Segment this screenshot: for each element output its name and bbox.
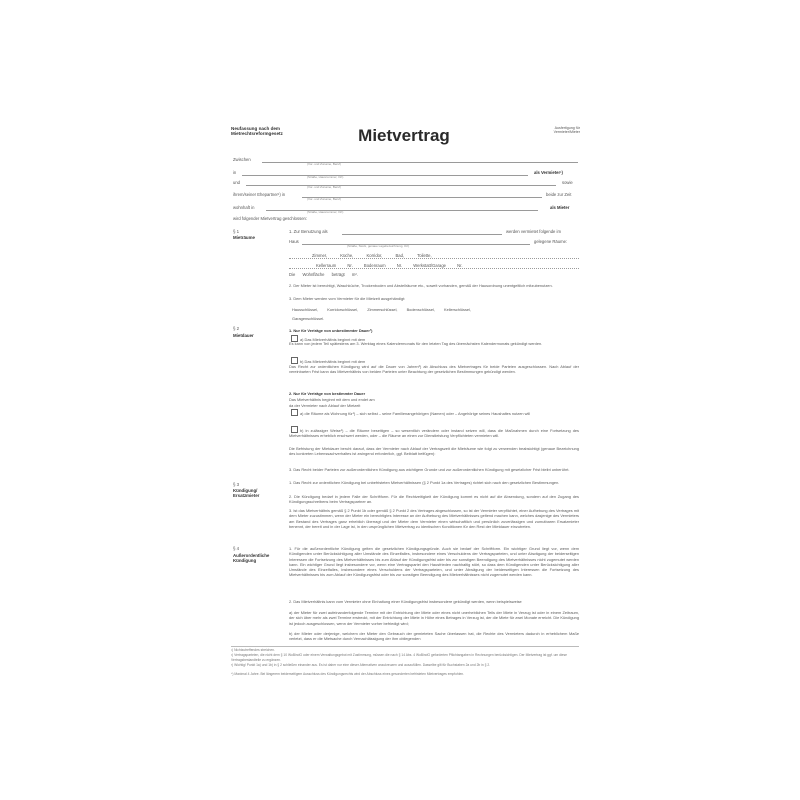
s2-checkbox-a2[interactable] — [291, 409, 298, 416]
s2-option-b-label: b) Das Mietverhältnis beginnt mit dem — [300, 359, 366, 364]
s1-para-2: 2. Der Mieter ist berechtigt, Waschküche, Trockenboden und Abstellräume etc., soweit vorhanden, gemäß der Hausordnung unentgeltlich mitzubenutzen. — [289, 283, 553, 288]
s1-l1-end: werden vermietet folgende im — [506, 229, 561, 234]
footnote-2: ²) Vertragsparteien, die nicht dem § 10 WoBindG oder einem Verwaltungsgebot mit Zustimmung, müssen die nach § 14 Abs. 4 WoBindG geforderten Pflichtangaben in Rechnungen berücksichtigen. Der Mietvertrag ist ggf. um diese Vertragsbestandteile zu ergänzen. — [231, 653, 567, 662]
label-als-vermieter: als Vermieter¹) — [534, 170, 563, 175]
s1-haus-end: gelegene Räume: — [534, 239, 568, 244]
hint-address-3: (Straße, Hausnummer, Ort) — [307, 210, 344, 214]
s2-option-b2-label: b) in zulässiger Weise¹) – die Räume beseitigen – so wesentlich verändern oder instand setzen will, dass die Maßnahmen durch eine Fortsetzung des Mietverhältnisses erheblich erschwert werden, oder – die Räume an einen zur Dienstleistung Verpflichteten vermieten will. — [289, 428, 579, 439]
hint-address-2: (Vor- und Zuname, Beruf) — [307, 197, 342, 201]
s2-heading-1: 1. Nur für Verträge von unbestimmter Dauer²) — [289, 328, 373, 333]
s2-checkbox-b[interactable] — [291, 357, 298, 364]
s2-para-3: 3. Das Recht beider Parteien zur außerordentlichen Kündigung aus wichtigem Grunde und zur außerordentlichen Kündigung mit gesetzlicher Frist bleibt unberührt. — [289, 467, 570, 472]
section-1-title: Mieträume — [233, 235, 255, 240]
contract-page — [222, 112, 586, 700]
header-right-note: Ausfertigung für Vermieter/Mieter — [553, 126, 580, 135]
s1-l1: 1. Zur Benutzung als — [289, 229, 328, 234]
s3-para-2: 2. Die Kündigung bedarf in jedem Falle der Schriftform. Für die Rechtzeitigkeit der Kündigung kommt es nicht auf die Absendung, sondern auf den Zugang des Kündigungsschreibens beim Vertragspartner an. — [289, 494, 579, 505]
haus-line[interactable] — [302, 244, 530, 245]
label-beide: beide zur Zeit — [546, 192, 572, 197]
s2-option-b2 — [289, 426, 579, 439]
s2-option-a2 — [289, 409, 579, 416]
section-2-title: Mietdauer — [233, 333, 254, 338]
s4-para-b: b) der Mieter oder derjenige, welchem der Mieter den Gebrauch der gemieteten Sache überlassen hat, die Rechte des Vermieters dadurch in erheblichem Maße verletzt, dass er die Mietsache durch Vernachlässigung der ihm obliegenden — [289, 631, 579, 642]
section-2-number: § 2 — [233, 326, 240, 331]
label-als-mieter: als Mieter — [550, 205, 570, 210]
s1-haus: Haus — [289, 239, 299, 244]
s1-rooms: Zimmer, Küche, Korridor, Bad, Toilette, — [312, 253, 432, 258]
header-left-note: Neufassung nach dem Mietrechtsreformgesetz — [231, 126, 283, 136]
s2-option-b-text: Das Recht zur ordentlichen Kündigung wird auf die Dauer von Jahren³) ab Abschluss des Mietvertrages für beide Parteien ausgeschlossen. Nach Ablauf der vereinbarten Frist kann das Mietverhältnis von beiden Parteien unter Beachtung der gesetzlichen Bestimmungen gekündigt werden. — [289, 364, 579, 375]
s3-para-1: 1. Das Recht zur ordentlichen Kündigung bei unbefristeten Mietverhältnissen (§ 2 Punkt 1a des Vertrages) richtet sich nach den gesetzlichen Bestimmungen. — [289, 480, 560, 485]
s2-befristung: Die Befristung der Mietdauer beruht darauf, dass der Vermieter nach Ablauf der Vertragszeit die Mieträume wie folgt zu verwenden beabsichtigt (genaue Bezeichnung des konkreten Lebenssachverhaltes ist zwingend erforderlich, ggf. Beiblatt beifügen): — [289, 446, 579, 457]
keller-line[interactable] — [289, 268, 579, 269]
s2-checkbox-b2[interactable] — [291, 426, 298, 433]
label-in-1: in — [233, 170, 237, 175]
s1-garage: Garagenschlüssel. — [292, 316, 325, 321]
rooms-line[interactable] — [289, 258, 579, 259]
label-und: und — [233, 180, 240, 185]
footnote-divider — [231, 646, 579, 647]
label-zwischen: Zwischen — [233, 157, 251, 162]
s4-para-2: 2. Das Mietverhältnis kann vom Vermieter ohne Einhaltung einer Kündigungsfrist insbesondere gekündigt werden, wenn beispielsweise — [289, 599, 522, 604]
section-4-title: Außerordentliche Kündigung — [233, 553, 270, 563]
s1-keys: Hausschlüssel, Korridorschlüssel, Zimmerschlüssel, Bodenschlüssel, Kellerschlüssel, — [292, 307, 472, 312]
s2-option-a-label: a) Das Mietverhältnis beginnt mit dem — [300, 337, 366, 342]
usage-line[interactable] — [342, 234, 502, 235]
hint-name-1: (Vor- und Zuname, Beruf) — [307, 162, 342, 166]
label-wohnhaft: wohnhaft in — [233, 205, 255, 210]
address-line-1[interactable] — [242, 175, 528, 176]
footnote-4: ⁴) Maximal 4 Jahre. Bei längerem beiderseitigem Ausschluss des Kündigungsrechts wird der Abschluss eines gesonderten befristeten Mietvertrages empfohlen. — [231, 672, 465, 676]
s4-para-a: a) der Mieter für zwei aufeinanderfolgende Termine mit der Entrichtung der Miete oder eines nicht unerheblichen Teils der Miete in Verzug ist oder in einem Zeitraum, der sich über mehr als zwei Termine erstreckt, mit der Entrichtung der Miete in Höhe eines Betrages in Verzug ist, der die Miete für zwei Monate erreicht. Die Kündigung ist jedoch ausgeschlossen, wenn der Vermieter vorher befriedigt wird; — [289, 610, 579, 626]
footnote-1: ¹) Nichtzutreffendes streichen. — [231, 648, 275, 652]
hint-name-2: (Vor- und Zuname, Beruf) — [307, 185, 342, 189]
s1-wohnflaeche: Die Wohnfläche beträgt m². — [289, 272, 358, 277]
section-3-number: § 3 — [233, 482, 240, 487]
closing-statement: wird folgender Mietvertrag geschlossen: — [233, 216, 308, 221]
s1-para-3: 3. Dem Mieter werden vom Vermieter für die Mietzeit ausgehändigt: — [289, 296, 406, 301]
footnote-3: ³) Wichtig! Punkt 1a) und 1b) in § 2 schließen einander aus. Es ist daher nur eine dieser Alternativen anzukreuzen und auszufüllen. Dasselbe gilt für Buchstaben 2a und 2b in § 2. — [231, 663, 491, 667]
hint-address-1: (Straße, Hausnummer, Ort) — [307, 175, 344, 179]
section-1-number: § 1 — [233, 229, 240, 234]
label-sowie: sowie — [562, 180, 573, 185]
s2-da: da der Vermieter nach Ablauf der Mietzeit — [289, 403, 361, 408]
s1-hint: (Straße, Stock, genaue Lagebezeichnung, Ort) — [347, 244, 410, 248]
s2-option-a-text: Es kann von jedem Teil spätestens am 3. Werktag eines Kalendermonats für den letzten Tag des übernächsten Kalendermonats gekündigt werden. — [289, 341, 543, 346]
name-line-2[interactable] — [246, 185, 556, 186]
s2-option-a2-label: a) die Räume als Wohnung für¹) – sich selbst – seine Familienangehörigen (Namen) oder – Angehörige seines Haushaltes nutzen will — [300, 411, 531, 416]
s4-para-1: 1. Für die außerordentliche Kündigung gelten die gesetzlichen Kündigungsgründe. Auch sie bedarf der Schriftform. Ein wichtiger Grund liegt vor, wenn dem Kündigenden unter Berücksichtigung aller Umstände des Einzelfalles, insbesondere eines Verschuldens der Vertragsparteien, und unter Abwägung der beiderseitigen Interessen die Fortsetzung des Mietverhältnisses bis zum Ablauf der Kündigungsfrist oder bis zur sonstigen Beendigung des Mietverhältnisses nicht zugemutet werden kann. Ein wichtiger Grund liegt insbesondere vor, wenn eine Vertragspartei den Hausfrieden nachhaltig stört, so dass dem Kündigenden unter Berücksichtigung aller Umstände des Einzelfalles, insbesondere eines Verschuldens der Vertragsparteien, und unter Abwägung der beiderseitigen Interessen die Fortsetzung des Mietverhältnisses bis zum Ablauf der Kündigungsfrist oder bis zur sonstigen Beendigung des Mietverhältnisses nicht zugemutet werden kann. — [289, 546, 579, 578]
section-4-number: § 4 — [233, 546, 240, 551]
document-title: Mietvertrag — [358, 126, 450, 145]
s3-para-3: 3. Ist das Mietverhältnis gemäß § 2 Punkt 1b oder gemäß § 2 Punkt 2 des Vertrages abgeschlossen, so ist der Vermieter verpflichtet, einer Aufhebung des Vertrages mit dem Mieter zuzustimmen, wenn der Mieter ein berechtigtes Interesse an der Aufhebung des Mietverhältnisses geltend machen kann, welches dasjenige des Vermieters am Bestand des Vertrages ganz erheblich überragt und der Mieter dem Vermieter einen wirtschaftlich und persönlich zuverlässigen und zumutbaren Ersatzmieter benennt, der bereit und in der Lage ist, in den ursprünglichen Mietvertrag zu identischen Konditionen für den Rest der Mietdauer einzutreten. — [289, 508, 579, 529]
s1-keller: Kellerraum Nr. Bodenraum Nr. Werkstatt/Garage Nr. — [316, 263, 463, 268]
label-ehepartner: ihrem/seiner Ehepartner¹) in — [233, 192, 286, 197]
section-3-title: Kündigung/ Ersatzmieter — [233, 488, 260, 498]
s2-heading-2: 2. Nur für Verträge von bestimmter Dauer — [289, 391, 366, 396]
s2-dates: Das Mietverhältnis beginnt mit dem und endet am — [289, 397, 375, 402]
